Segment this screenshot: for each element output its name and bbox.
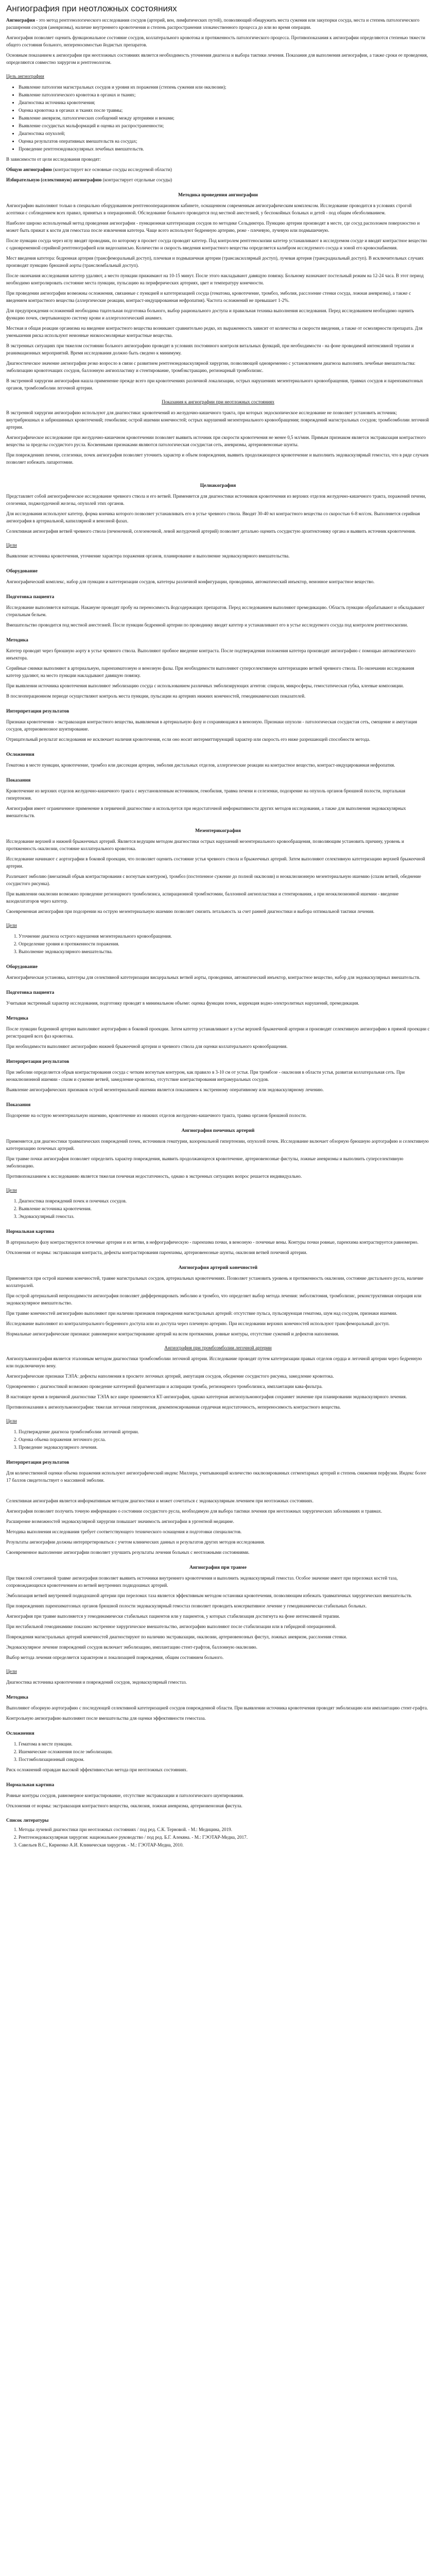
paragraph-text: При повреждениях паренхиматозных органов брюшной полости эндоваскулярный гемостаз позволяет проводить консервативное лечение у гемодинамически стабильных больных. (6, 1603, 367, 1608)
paragraph (6, 1393, 430, 1400)
list-item: • Оценка результатов оперативных вмешательств на сосудах; (19, 138, 430, 145)
paragraph-text: Применяется для диагностики травматических повреждений почек, источников гематурии, вазоренальной гипертензии, опухолей почек. Исследование включает обзорную брюшную аортографию и селективную катетеризацию почечных артерий. (6, 1139, 429, 1151)
paragraph (6, 1249, 430, 1256)
subsection-heading: Цели (6, 923, 17, 928)
paragraph-text: Учитывая экстренный характер исследования, подготовку проводят в минимальном объеме: оценка функции почек, коррекция водно-электролитных нарушений, премедикация. (6, 1001, 359, 1006)
paragraph (6, 1383, 430, 1390)
paragraph (6, 552, 430, 560)
paragraph-text: Противопоказания к ангиопульмонографии: тяжелая легочная гипертензия, декомпенсированная сердечная недостаточность, непереносимость контрастного вещества. (6, 1404, 341, 1410)
paragraph (6, 1613, 430, 1620)
numbered-list (6, 1740, 430, 1763)
paragraph-text: При выявлении источника кровотечения выполняют эмболизацию сосуда с использованием различных эмболизирующих агентов: спирали, микросферы, гемостатическая губка, клеевые композиции. (6, 683, 404, 688)
paragraph (6, 176, 430, 183)
paragraph (6, 1518, 430, 1525)
paragraph (6, 1602, 430, 1609)
list-item: 3. Проведение эндоваскулярного лечения. (19, 1444, 430, 1451)
section-heading: Оборудование (6, 964, 38, 970)
list-item: • Диагностика источника кровотечения; (19, 99, 430, 106)
paragraph (6, 16, 430, 31)
paragraph (6, 1086, 430, 1093)
list-item: 3. Савельев В.С., Кириенко А.И. Клиническая хирургия. - М.: ГЭОТАР-Медиа, 2010. (19, 1841, 430, 1849)
paragraph (6, 1275, 430, 1289)
paragraph (6, 974, 430, 981)
paragraph-text: Ангиографическое исследование при желудочно-кишечном кровотечении позволяет выявить источник при скорости кровотечения не менее 0,5 мл/мин. Прямым признаком является экстравазация контрастного вещества за пределы сосудистого русла. Косвенными признаками являются патологическая сосудистая сеть, аневризмы, артериовенозные шунты. (6, 435, 426, 447)
paragraph (6, 1623, 430, 1630)
paragraph (6, 761, 430, 769)
section-heading: Нормальная картина (6, 1229, 55, 1234)
paragraph-text: Противопоказанием к исследованию является тяжелая почечная недостаточность, однако в экстренных ситуациях вопрос решается индивидуально. (6, 1174, 302, 1179)
paragraph-text: Выявление источника кровотечения, уточнение характера поражения органов, планирование и выполнение эндоваскулярного вмешательства. (6, 553, 290, 558)
section-heading: Нормальная картина (6, 1782, 55, 1788)
paragraph (6, 34, 430, 48)
list-item: • Оценка кровотока в органах и тканях после травмы; (19, 107, 430, 114)
paragraph-text: Ангиографию выполняют только в специально оборудованном рентгенооперационном кабинете, оснащенном современным ангиографическим комплексом. Исследование проводится в условиях строгой асептики с соблюдением всех правил, принятых в операционной. Обследование больного проводится под местной анестезией, у беспокойных больных и детей - под общим обезболиванием. (6, 203, 412, 215)
paragraph (6, 682, 430, 689)
list-item: 1. Методы лучевой диагностики при неотложных состояниях / под ред. С.К. Терновой. - М.: Медицина, 2019. (19, 1826, 430, 1833)
paragraph-text: При острой артериальной непроходимости ангиография позволяет дифференцировать эмболию и тромбоз, что определяет выбор метода лечения: эмболэктомия, тромболизис, реконструктивная операция или эндоваскулярное вмешательство. (6, 1293, 422, 1306)
paragraph-text: Своевременное выполнение ангиографии позволяет улучшить результаты лечения больных с неотложными состояниями. (6, 1550, 250, 1555)
paragraph (6, 52, 430, 66)
paragraph-text: Выбор метода лечения определяется характером и локализацией повреждения, общим состоянием больного. (6, 1655, 224, 1660)
paragraph-text: При травме почки ангиография позволяет определить характер повреждения, выявить продолжающееся кровотечение, артериовенозные фистулы, ложные аневризмы и выполнить суперселективную эмболизацию. (6, 1156, 404, 1168)
paragraph (6, 255, 430, 269)
paragraph (6, 1403, 430, 1411)
list-item: 3. Выполнение эндоваскулярного вмешательства. (19, 948, 430, 955)
paragraph-text: Ангиография при травме выполняется у гемодинамически стабильных пациентов или у пациентов, у которых стабилизация достигнута на фоне интенсивной терапии. (6, 1614, 340, 1619)
section-heading: Ангиография при травме (189, 1565, 247, 1570)
section-heading: Подготовка пациента (6, 594, 55, 600)
subsection-heading: Цель ангиографии (6, 74, 44, 79)
section-heading: Интерпретация результатов (6, 1460, 69, 1465)
paragraph (6, 1792, 430, 1799)
page-title: Ангиография при неотложных состояниях (6, 4, 177, 13)
paragraph-text: Контрольную ангиографию выполняют после вмешательства для оценки эффективности гемостаза. (6, 1716, 206, 1721)
section-heading: Методика (6, 1694, 28, 1700)
section-heading: Осложнения (6, 1731, 34, 1736)
list-item: • Выявление сосудистых мальформаций и оценка их распространенности; (19, 122, 430, 129)
paragraph-text: Расширение возможностей эндоваскулярной хирургии повышает значимость ангиографии в ургентной медицине. (6, 1519, 234, 1524)
paragraph (6, 219, 430, 234)
list-item: 1. Диагностика повреждений почек и почечных сосудов. (19, 1197, 430, 1205)
paragraph-text: Риск осложнений оправдан высокой эффективностью метода при неотложных состояниях. (6, 1767, 188, 1772)
list-item: • Выявление патологии магистральных сосудов и уровня их поражения (степень сужения или окклюзии); (19, 83, 430, 91)
paragraph-text: Основным показанием к ангиографии при неотложных состояниях является необходимость уточнения диагноза и выбора тактики лечения. Показания для выполнения ангиографии, а также сроки ее проведения, определяются совместно хирургом и рентгенологом. (6, 53, 428, 65)
section-heading: Методика (6, 1015, 28, 1021)
paragraph (6, 1549, 430, 1556)
spacer (6, 1487, 430, 1497)
paragraph-text: Катетер проводят через брюшную аорту в устье чревного ствола. Выполняют пробное введение контраста. После подтверждения положения катетера производят ангиографию с помощью автоматического инъектора. (6, 648, 416, 660)
paragraph (6, 1802, 430, 1809)
subsection-heading: Ангиография при тромбоэмболии легочной артерии (164, 1346, 272, 1351)
paragraph-text: Применяется при острой ишемии конечностей, травме магистральных сосудов, артериальных кровотечениях. Позволяет установить уровень и протяженность окклюзии, состояние дистального русла, наличие коллатералей. (6, 1276, 424, 1288)
list-item: 2. Рентгенэндоваскулярная хирургия: национальное руководство / под ред. Б.Г. Алекяна. - М.: ГЭОТАР-Медиа, 2017. (19, 1834, 430, 1841)
paragraph-text: Ангиография позволяет получить точную информацию о состоянии сосудистого русла, необходимую для выбора тактики лечения при неотложных хирургических заболеваниях и травмах. (6, 1509, 382, 1514)
list-item: 1. Уточнение диагноза острого нарушения мезентериального кровообращения. (19, 933, 430, 940)
paragraph-text: При повреждениях печени, селезенки, почек ангиография позволяет уточнить характер и объем повреждения, выявить продолжающееся кровотечение и выполнить эндоваскулярный гемостаз, что в ряде случаев позволяет избежать лапаротомии. (6, 452, 429, 465)
paragraph-text: Диагностика источника кровотечения и повреждений сосудов, эндоваскулярный гемостаз. (6, 1680, 187, 1685)
list-item: 3. Постэмболизационный синдром. (19, 1756, 430, 1763)
paragraph (6, 510, 430, 524)
paragraph (6, 1355, 430, 1369)
paragraph-text: Вмешательство проводится под местной анестезией. После пункции бедренной артерии по проводнику вводят катетер и устанавливают его в устье исследуемого сосуда под контролем рентгеноскопии. (6, 622, 408, 628)
paragraph-lead: Избирательную (селективную) ангиографию (6, 177, 102, 182)
paragraph-text: Ангиографический комплекс, набор для пункции и катетеризации сосудов, катетеры различной конфигурации, проводники, автоматический инъектор, неионное контрастное вещество. (6, 579, 375, 584)
paragraph (6, 166, 430, 173)
paragraph (6, 156, 430, 163)
paragraph-text: В экстренных ситуациях при тяжелом состоянии больного ангиографию проводят в условиях постоянного контроля витальных функций, при необходимости - на фоне проводимой интенсивной терапии и реанимационных мероприятий. Время исследования должно быть сведено к минимуму. (6, 343, 414, 355)
section-heading: Целиакография (200, 483, 236, 488)
paragraph-text: Своевременная ангиография при подозрении на острую мезентериальную ишемию позволяет снизить летальность за счет ранней диагностики и выбора оптимальной тактики лечения. (6, 909, 375, 914)
paragraph-text: Одновременно с диагностикой возможно проведение катетерной фрагментации и аспирации тромба, регионарного тромболизиса, имплантации кава-фильтра. (6, 1384, 323, 1389)
paragraph-text: Ангиография позволяет оценить функциональное состояние сосудов, коллатерального кровотока и протяженность патологического процесса. Противопоказания к ангиографии определяются степенью тяжести общего состояния больного, непереносимостью йодистых препаратов. (6, 35, 426, 47)
paragraph (6, 528, 430, 535)
paragraph (6, 999, 430, 1007)
paragraph-text: В зависимости от цели исследования проводят: (6, 157, 101, 162)
paragraph-text: Наиболее широко используемый метод проведения ангиографии - пункционная катетеризация сосудов по методике Сельдингера. Пункцию артерии производят в месте, где сосуд расположен поверхностно и может быть прижат к кости для гемостаза после извлечения катетера. Чаще всего используют бедренную артерию, реже - плечевую, лучевую или подмышечную. (6, 221, 420, 233)
paragraph (6, 1155, 430, 1170)
paragraph-text: Эндоваскулярное лечение повреждений сосудов включает эмболизацию, имплантацию стент-графтов, баллонную окклюзию. (6, 1645, 257, 1650)
subsection-heading: Цели (6, 1419, 17, 1424)
paragraph-text: Для предупреждения осложнений необходима тщательная подготовка больного, выбор рационального доступа и правильная техника выполнения исследования. Перед исследованием необходимо оценить функцию почек, свертывающую систему крови и аллергологический анамнез. (6, 308, 414, 320)
paragraph-text: После окончания исследования катетер удаляют, а место пункции прижимают на 10-15 минут. После этого накладывают давящую повязку. Больному назначают постельный режим на 12-24 часа. В этот период необходимо контролировать состояние места пункции, пульсацию на периферических артериях, цвет и температуру конечности. (6, 273, 424, 285)
paragraph-text: Исследование выполняется натощак. Накануне проводят пробу на переносимость йодсодержащих препаратов. Перед исследованием выполняют премедикацию. Область пункции обрабатывают и обкладывают стерильным бельем. (6, 605, 425, 617)
list-item: 2. Оценка объема поражения легочного русла. (19, 1436, 430, 1443)
paragraph-text: Для количественной оценки объема поражения используют ангиографический индекс Миллера, учитывающий количество окклюзированных сегментарных артерий и степень снижения перфузии. Индекс более 17 баллов свидетельствует о массивной эмболии. (6, 1470, 426, 1483)
paragraph (6, 908, 430, 915)
section-heading: Методика (6, 637, 28, 643)
paragraph (6, 1112, 430, 1119)
paragraph (6, 1138, 430, 1152)
list-item: 2. Определение уровня и протяженности поражения. (19, 940, 430, 947)
paragraph-text: При травме конечностей ангиографию выполняют при наличии признаков повреждения магистральных артерий: отсутствие пульса, пульсирующая гематома, шум над сосудом, признаки ишемии. (6, 1311, 397, 1316)
section-heading: Интерпретация результатов (6, 1059, 69, 1064)
list-item: • Диагностика опухолей; (19, 130, 430, 137)
paragraph (6, 307, 430, 321)
paragraph (6, 873, 430, 887)
paragraph-text: В артериальную фазу контрастируются почечные артерии и их ветви, в нефрографическую - паренхима почки, в венозную - почечные вены. Контуры почки ровные, паренхима контрастируется равномерно. (6, 1240, 418, 1245)
subsection-heading: Показания к ангиографии при неотложных состояниях (161, 400, 275, 405)
paragraph-text: Ангиографические признаки ТЭЛА: дефекты наполнения в просвете легочных артерий, ампутация сосудов, обеднение сосудистого рисунка, замедление кровотока. (6, 1374, 334, 1379)
subsection-heading: Цели (6, 543, 17, 548)
paragraph (6, 1507, 430, 1515)
paragraph (6, 342, 430, 357)
paragraph (6, 360, 430, 374)
paragraph-text: Ангиографическая установка, катетеры для селективной катетеризации висцеральных ветвей аорты, проводники, автоматический инъектор, контрастное вещество, набор для эндоваскулярных вмешательств. (6, 975, 421, 980)
paragraph-text: При необходимости выполняют ангиографию нижней брыжеечной артерии и чревного ствола для оценки коллатерального кровообращения. (6, 1044, 288, 1049)
paragraph (6, 272, 430, 286)
section-heading: Подготовка пациента (6, 990, 55, 995)
paragraph (6, 202, 430, 216)
numbered-list (6, 1826, 430, 1849)
paragraph-text: В экстренной хирургии ангиография нашла применение прежде всего при кровотечениях различной локализации, острых нарушениях мезентериального кровообращения, травмах сосудов и паренхиматозных органов, тромбоэмболии легочной артерии. (6, 378, 423, 391)
paragraph-text: Исследование верхней и нижней брыжеечных артерий. Является ведущим методом диагностики острых нарушений мезентериального кровообращения, позволяющим установить причину, уровень и протяженность окклюзии, состояние коллатерального кровотока. (6, 839, 404, 851)
paragraph-text: В настоящее время в первичной диагностике ТЭЛА все шире применяется КТ-ангиография, однако катетерная ангиопульмонография сохраняет значение при планировании эндоваскулярного лечения. (6, 1394, 407, 1399)
section-heading: Ангиография артерий конечностей (178, 1265, 258, 1270)
paragraph-text: Серийные снимки выполняют в артериальную, паренхиматозную и венозную фазы. При необходимости выполняют суперселективную катетеризацию ветвей чревного ствола. По окончании исследования катетер удаляют, на место пункции накладывают давящую повязку. (6, 666, 414, 678)
paragraph (6, 1173, 430, 1180)
paragraph (6, 434, 430, 448)
paragraph-text: Исследование выполняют из контралатерального бедренного доступа или из доступа через плечевую артерию. При исследовании верхних конечностей используют трансфеморальный доступ. (6, 1321, 390, 1326)
paragraph (6, 578, 430, 585)
paragraph-text: Для исследования используют катетер, форма кончика которого позволяет устанавливать его в устье чревного ствола. Вводят 30-40 мл контрастного вещества со скоростью 6-8 мл/сек. Выполняется серийная ангиография в артериальной, капиллярной и венозной фазах. (6, 511, 420, 523)
paragraph (6, 409, 430, 431)
paragraph-text: Нормальные ангиографические признаки: равномерное контрастирование артерий на всем протяжении, ровные контуры, отсутствие сужений и дефектов наполнения. (6, 1331, 339, 1336)
list-item: 1. Гематома в месте пункции. (19, 1740, 430, 1748)
paragraph (6, 890, 430, 905)
paragraph-text: Ровные контуры сосудов, равномерное контрастирование, отсутствие экстравазации и патологического шунтирования. (6, 1793, 244, 1798)
paragraph (6, 1766, 430, 1773)
paragraph (6, 1633, 430, 1640)
bullet-list (6, 83, 430, 152)
numbered-list (6, 933, 430, 955)
paragraph (6, 1043, 430, 1050)
paragraph-lead: Общую ангиографию (6, 167, 52, 172)
list-item: 2. Выявление источника кровотечения. (19, 1205, 430, 1212)
section-heading: Интерпретация результатов (6, 708, 69, 714)
paragraph-text: Селективная ангиография является информативным методом диагностики и может сочетаться с эндоваскулярным лечением при неотложных состояниях. (6, 1498, 313, 1503)
paragraph (6, 237, 430, 251)
paragraph (6, 718, 430, 733)
paragraph (6, 647, 430, 662)
paragraph-text: Отклонения от нормы: экстравазация контраста, дефекты контрастирования паренхимы, артериовенозные шунты, окклюзия ветвей почечной артерии. (6, 1250, 307, 1255)
list-item: • Проведение рентгенэндоваскулярных лечебных вмешательств. (19, 145, 430, 152)
paragraph (6, 1469, 430, 1484)
paragraph-text: - это метод рентгенологического исследования сосудов (артерий, вен, лимфатических путей), позволяющий обнаружить места сужения или закупорки сосуда, места и степень патологического расширения сосудов (аневризмы), наличие внутреннего кровотечения и степень распространения злокачественного процесса до или во время операции. (6, 18, 420, 30)
paragraph (6, 604, 430, 618)
paragraph (6, 855, 430, 870)
paragraph (6, 1654, 430, 1661)
paragraph (6, 1528, 430, 1535)
paragraph (6, 1592, 430, 1599)
list-item: 1. Подтверждение диагноза тромбоэмболии легочной артерии. (19, 1428, 430, 1435)
paragraph (6, 1538, 430, 1546)
paragraph (6, 692, 430, 700)
paragraph (6, 493, 430, 507)
paragraph-text: После пункции сосуда через иглу вводят проводник, по которому в просвет сосуда проводят катетер. Под контролем рентгеноскопии катетер устанавливают в исследуемом сосуде и вводят контрастное вещество с одновременной серийной рентгенографией или видеозаписью. Количество и скорость введения контрастного вещества определяется калибром исследуемого сосуда и зоной его кровоснабжения. (6, 238, 427, 250)
paragraph-text: Кровотечение из верхних отделов желудочно-кишечного тракта с неустановленным источником, гемобилия, травма печени и селезенки, подозрение на опухоль органов брюшной полости, портальная гипертензия. (6, 788, 406, 801)
paragraph-text: При эмболии определяется обрыв контрастирования сосуда с четким вогнутым контуром, как правило в 3-10 см от устья. При тромбозе - окклюзия в области устья, развитая коллатеральная сеть. При неокклюзионной ишемии - спазм и сужение ветвей, замедление кровотока, отсутствие контрастирования интрамуральных сосудов. (6, 1070, 405, 1082)
paragraph-text: Ангиография имеет ограниченное применение в первичной диагностике и используется при недостаточной информативности других методов исследования, а также для выполнения эндоваскулярных вмешательств. (6, 806, 406, 818)
paragraph-text: Различают эмболию (внезапный обрыв контрастирования с вогнутым контуром), тромбоз (постепенное сужение до полной окклюзии) и неокклюзионную мезентериальную ишемию (спазм ветвей, обеднение сосудистого рисунка). (6, 874, 422, 886)
paragraph-text: При нестабильной гемодинамике показано экстренное хирургическое вмешательство, ангиографию выполняют после стабилизации или в гибридной операционной. (6, 1624, 337, 1629)
paragraph (6, 1372, 430, 1380)
paragraph (6, 1239, 430, 1246)
paragraph (6, 1497, 430, 1504)
paragraph (6, 1310, 430, 1317)
paragraph-text: Повреждения магистральных артерий конечностей диагностируют по наличию экстравазации, окклюзии, артериовенозных фистул, ложных аневризм, расслоения стенки. (6, 1634, 347, 1639)
paragraph-text: Местная и общая реакции организма на введение контрастного вещества возникают сравнительно редко, их выраженность зависит от количества и скорости введения, а также от осмолярности препарата. Для уменьшения риска используют неионные низкоосмолярные контрастные вещества. (6, 326, 423, 338)
paragraph-text: Выявление ангиографических признаков острой мезентериальной ишемии является показанием к экстренному оперативному или эндоваскулярному лечению. (6, 1087, 324, 1092)
paragraph-text: Ангиопульмонография является эталонным методом диагностики тромбоэмболии легочной артерии. Исследование проводят путем катетеризации правых отделов сердца и легочной артерии через бедренную или подключичную вену. (6, 1356, 422, 1368)
subsection-heading: Цели (6, 1188, 17, 1193)
paragraph (6, 1025, 430, 1040)
paragraph (6, 451, 430, 466)
paragraph-text: Мест введения катетера: бедренная артерия (трансфеморальный доступ), плечевая и подмышечная артерии (трансаксиллярный доступ), лучевая артерия (трансрадиальный доступ). В исключительных случаях производят пункцию брюшной аорты (транслюмбальный доступ). (6, 256, 424, 268)
paragraph-text: Отрицательный результат исследования не исключает наличия кровотечения, если оно носит интермиттирующий характер или скорость его ниже разрешающей способности метода. (6, 737, 371, 742)
document-body (6, 16, 430, 1849)
paragraph-text: Отклонения от нормы: экстравазация контрастного вещества, окклюзия, ложная аневризма, артериовенозная фистула. (6, 1803, 242, 1808)
paragraph (6, 787, 430, 802)
paragraph (6, 1679, 430, 1686)
paragraph (6, 1292, 430, 1307)
paragraph-text: При выявлении окклюзии возможно проведение регионарного тромболизиса, аспирационной тромбэктомии, баллонной ангиопластики и стентирования, а при неокклюзионной ишемии - введение вазодилататоров через катетер. (6, 891, 399, 904)
paragraph (6, 1715, 430, 1722)
paragraph (6, 805, 430, 819)
section-heading: Ангиография почечных артерий (181, 1128, 255, 1133)
section-heading: Показания (6, 1102, 31, 1108)
spacer (6, 469, 430, 474)
paragraph-text: Признаки кровотечения - экстравазация контрастного вещества, выявляемая в артериальную фазу и сохраняющаяся в венозную. Признаки опухоли - патологическая сосудистая сеть, смещение и ампутация сосудов, артериовенозное шунтирование. (6, 719, 417, 732)
paragraph (6, 325, 430, 339)
list-item: • Выявление патологического кровотока в органах и тканях; (19, 91, 430, 98)
paragraph (6, 1704, 430, 1711)
paragraph (6, 1574, 430, 1589)
paragraph (6, 1643, 430, 1651)
paragraph (6, 838, 430, 852)
paragraph (6, 665, 430, 679)
paragraph (6, 1330, 430, 1337)
paragraph (6, 290, 430, 304)
paragraph-text: (контрастирует отдельные сосуды) (101, 177, 172, 182)
paragraph-text: При проведении ангиографии возможны осложнения, связанные с пункцией и катетеризацией сосуда (гематома, кровотечение, тромбоз, эмболия, расслоение стенки сосуда, ложная аневризма), а также с введением контрастного вещества (аллергические реакции, контраст-индуцированная нефропатия). Частота осложнений не превышает 1-2%. (6, 291, 411, 303)
numbered-list (6, 1197, 430, 1220)
paragraph (6, 621, 430, 629)
paragraph-text: После пункции бедренной артерии выполняют аортографию в боковой проекции. Затем катетер устанавливают в устье верхней брыжеечной артерии и производят селективную ангиографию в прямой проекции с регистрацией всех фаз кровотока. (6, 1026, 430, 1039)
paragraph-text: Подозрение на острую мезентериальную ишемию, кровотечение из нижних отделов желудочно-кишечного тракта, травма органов брюшной полости. (6, 1113, 307, 1118)
subsection-heading: Цели (6, 1669, 17, 1674)
section-heading: Показания (6, 777, 31, 783)
list-item: 3. Эндоваскулярный гемостаз. (19, 1213, 430, 1220)
paragraph-text: Гематома в месте пункции, кровотечение, тромбоз или диссекция артерии, эмболия дистальных отделов, аллергические реакции на контрастное вещество, контраст-индуцированная нефропатия. (6, 762, 395, 768)
paragraph (6, 1320, 430, 1327)
section-heading: Оборудование (6, 568, 38, 574)
references-heading: Список литературы (6, 1818, 49, 1823)
paragraph (6, 736, 430, 743)
section-heading: Осложнения (6, 752, 34, 757)
paragraph-text: При тяжелой сочетанной травме ангиография позволяет выявить источники внутреннего кровотечения и выполнить эндоваскулярный гемостаз. Особое значение имеет при переломах костей таза, сопровождающихся кровотечением из ветвей внутренних подвздошных артерий. (6, 1575, 398, 1588)
paragraph-text: В послеоперационном периоде осуществляют контроль места пункции, пульсации на артериях нижних конечностей, гемодинамических показателей. (6, 693, 306, 699)
paragraph-text: Результаты ангиографии должны интерпретироваться с учетом клинических данных и результатов других методов исследования. (6, 1539, 265, 1545)
paragraph-text: Представляет собой ангиографическое исследование чревного ствола и его ветвей. Применяется для диагностики источников кровотечения из верхних отделов желудочно-кишечного тракта, поражений печени, селезенки, поджелудочной железы, опухолей этих органов. (6, 494, 426, 506)
paragraph-text: Исследование начинают с аортографии в боковой проекции, что позволяет оценить состояние устья чревного ствола и брыжеечных артерий. Затем выполняют селективную катетеризацию верхней брыжеечной артерии. (6, 856, 425, 869)
paragraph-text: В экстренной хирургии ангиографию используют для диагностики: кровотечений из желудочно-кишечного тракта, при которых эндоскопическое исследование не позволяет установить источник; внутрибрюшных и забрюшинных кровотечений; гемобилии; острой ишемии конечностей; острых нарушений мезентериального кровообращения; повреждений магистральных сосудов; тромбоэмболии легочной артерии. (6, 410, 429, 430)
paragraph-text: Методика выполнения исследования требует соответствующего технического оснащения и подготовки специалистов. (6, 1529, 242, 1534)
paragraph-text: Выполняют обзорную аортографию с последующей селективной катетеризацией сосудов поврежденной области. При выявлении источника кровотечения проводят эмболизацию или имплантацию стент-графта. (6, 1705, 428, 1710)
paragraph (6, 377, 430, 392)
numbered-list (6, 1428, 430, 1451)
paragraph-text: Селективная ангиография ветвей чревного ствола (печеночной, селезеночной, левой желудочной артерий) позволяет детально оценить сосудистую архитектонику органа и выявить источник кровотечения. (6, 529, 416, 534)
paragraph-lead: Ангиография (6, 18, 35, 23)
paragraph-text: (контрастирует все основные сосуды исследуемой области) (51, 167, 172, 172)
list-item: 2. Ишемические осложнения после эмболизации. (19, 1748, 430, 1755)
paragraph-text: Эмболизация ветвей внутренней подвздошной артерии при переломах таза является эффективным методом остановки кровотечения, позволяющим избежать травматичных хирургических вмешательств. (6, 1593, 412, 1598)
section-heading: Методика проведения ангиографии (178, 192, 258, 198)
section-heading: Мезентерикография (195, 828, 241, 834)
paragraph (6, 1069, 430, 1083)
list-item: • Выявление аневризм, патологических сообщений между артериями и венами; (19, 114, 430, 122)
paragraph-text: Диагностическое значение ангиографии резко возросло в связи с развитием рентгенэндоваскулярной хирургии, позволяющей одновременно с установлением диагноза выполнять лечебные вмешательства: эмболизацию кровоточащих сосудов, баллонную ангиопластику и стентирование, тромбэкстракцию, регионарный тромболизис. (6, 361, 416, 373)
